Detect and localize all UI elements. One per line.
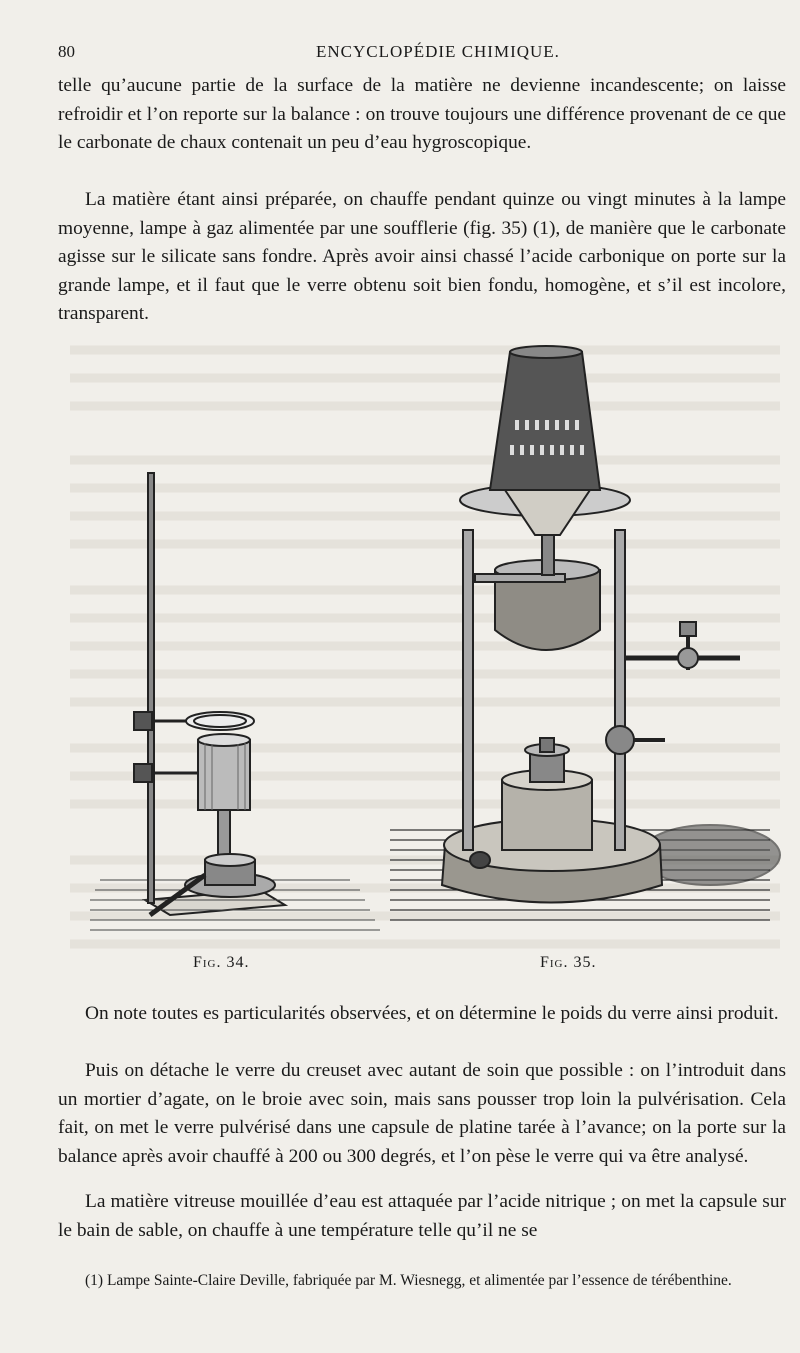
- footnote: (1) Lampe Sainte-Claire Deville, fabriquée par M. Wiesnegg, et alimentée par l’essence de térébenthine.: [85, 1272, 732, 1289]
- running-head: ENCYCLOPÉDIE CHIMIQUE.: [316, 42, 560, 61]
- figure-illustration: [90, 340, 800, 960]
- paragraph-3: On note toutes es particularités observées, et on détermine le poids du verre ainsi produit.: [85, 1003, 779, 1024]
- fig-35-caption: Fig. 35.: [540, 954, 597, 971]
- paragraph-2: La matière étant ainsi préparée, on chauffe pendant quinze ou vingt minutes à la lampe moyenne, lampe à gaz alimentée par une soufflerie (fig. 35) (1), de manière que le carbonate agisse sur le silicate sans fondre. Après avoir ainsi chassé l’acide carbonique on porte sur la grande lampe, et il faut que le verre obtenu soit bien fondu, homogène, et s’il est incolore, transparent.: [58, 189, 786, 325]
- paragraph-4: Puis on détache le verre du creuset avec autant de soin que possible : on l’introduit dans un mortier d’agate, on le broie avec soin, mais sans pousser trop loin la pulvérisation. Cela fait, on met le verre pulvérisé dans une capsule de platine tarée à l’avance; on la porte sur la balance après avoir chauffé à 200 ou 300 degrés, et l’on pèse le verre qui va être analysé.: [58, 1060, 786, 1167]
- page-number: 80: [58, 42, 75, 61]
- fig-34-caption: Fig. 34.: [193, 954, 250, 971]
- fig-34-lamp-stand: [90, 473, 380, 930]
- fig-35-furnace: [390, 346, 780, 920]
- page-header: [58, 42, 788, 70]
- paragraph-5: La matière vitreuse mouillée d’eau est attaquée par l’acide nitrique ; on met la capsule sur le bain de sable, on chauffe à une température telle qu’il ne se: [58, 1191, 786, 1241]
- paragraph-1: telle qu’aucune partie de la surface de la matière ne devienne incandescente; on laisse refroidir et l’on reporte sur la balance : on trouve toujours une différence provenant de ce que le carbonate de chaux contenait un peu d’eau hygroscopique.: [58, 75, 786, 154]
